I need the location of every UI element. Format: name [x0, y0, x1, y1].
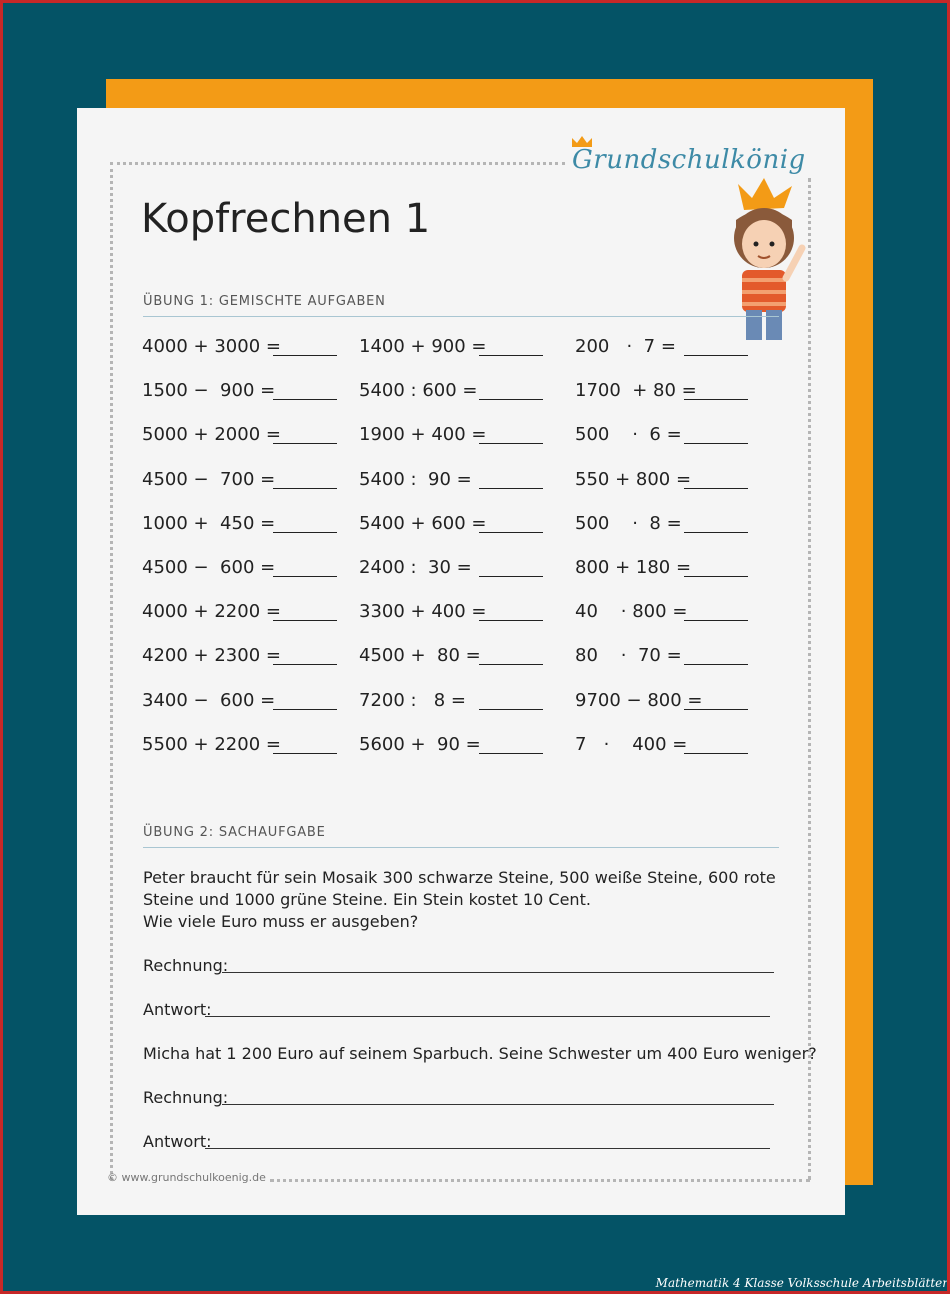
answer-blank-3-10[interactable]: [684, 753, 748, 754]
footer-url: © www.grundschulkoenig.de: [107, 1171, 266, 1184]
section1-rule: [143, 316, 779, 317]
answer-blank-3-5[interactable]: [684, 532, 748, 533]
exercise-3-2: 1700 + 80 =: [575, 380, 697, 402]
exercise-3-4: 550 + 800 =: [575, 468, 692, 490]
answer-blank-1-9[interactable]: [273, 709, 337, 710]
answer-blank-1-3[interactable]: [273, 443, 337, 444]
answer-blank-2-8[interactable]: [479, 664, 543, 665]
answer-blank-2-6[interactable]: [479, 576, 543, 577]
answer-blank-2-1[interactable]: [479, 355, 543, 356]
exercise-2-4: 5400 : 90 =: [359, 468, 472, 490]
problem2-text: Micha hat 1 200 Euro auf seinem Sparbuch. Seine Schwester um 400 Euro weniger?: [143, 1044, 817, 1063]
answer-blank-3-6[interactable]: [684, 576, 748, 577]
problem1-line2: Steine und 1000 grüne Steine. Ein Stein kostet 10 Cent.: [143, 890, 591, 909]
exercise-3-1: 200 · 7 =: [575, 336, 676, 357]
exercise-3-9: 9700 − 800 =: [575, 689, 703, 711]
dotted-border-bottom: [270, 1179, 810, 1182]
exercise-3-3: 500 · 6 =: [575, 424, 682, 446]
answer-blank-1-7[interactable]: [273, 620, 337, 621]
exercise-2-5: 5400 + 600 =: [359, 512, 487, 534]
antwort-answer-line-1[interactable]: [205, 1016, 770, 1017]
exercise-2-3: 1900 + 400 =: [359, 424, 487, 446]
page-title: Kopfrechnen 1: [141, 196, 431, 242]
section2-rule: [143, 847, 779, 848]
answer-blank-2-3[interactable]: [479, 443, 543, 444]
answer-blank-2-2[interactable]: [479, 399, 543, 400]
exercise-1-2: 1500 − 900 =: [142, 380, 276, 402]
problem1-line1: Peter braucht für sein Mosaik 300 schwarze Steine, 500 weiße Steine, 600 rote: [143, 868, 776, 887]
exercise-2-2: 5400 : 600 =: [359, 380, 478, 402]
exercise-2-8: 4500 + 80 =: [359, 645, 481, 667]
answer-blank-3-7[interactable]: [684, 620, 748, 621]
answer-blank-2-7[interactable]: [479, 620, 543, 621]
exercise-2-1: 1400 + 900 =: [359, 336, 487, 357]
exercise-3-5: 500 · 8 =: [575, 512, 682, 534]
rechnung-label-1: Rechnung:: [143, 956, 229, 975]
answer-blank-3-2[interactable]: [684, 399, 748, 400]
exercise-3-6: 800 + 180 =: [575, 557, 692, 578]
exercise-1-9: 3400 − 600 =: [142, 689, 276, 711]
antwort-label-2: Antwort:: [143, 1132, 212, 1151]
exercise-3-7: 40 · 800 =: [575, 601, 688, 623]
exercise-1-1: 4000 + 3000 =: [142, 336, 281, 357]
exercise-1-6: 4500 − 600 =: [142, 557, 276, 578]
section1-heading: ÜBUNG 1: GEMISCHTE AUFGABEN: [143, 294, 386, 309]
answer-blank-1-2[interactable]: [273, 399, 337, 400]
answer-blank-3-1[interactable]: [684, 355, 748, 356]
rechnung-answer-line-1[interactable]: [222, 972, 774, 973]
rechnung-label-2: Rechnung:: [143, 1088, 229, 1107]
answer-blank-1-1[interactable]: [273, 355, 337, 356]
answer-blank-1-6[interactable]: [273, 576, 337, 577]
exercise-1-7: 4000 + 2200 =: [142, 601, 281, 623]
exercise-2-6: 2400 : 30 =: [359, 557, 472, 578]
answer-blank-3-9[interactable]: [684, 709, 748, 710]
answer-blank-1-5[interactable]: [273, 532, 337, 533]
exercise-2-9: 7200 : 8 =: [359, 689, 467, 711]
answer-blank-3-8[interactable]: [684, 664, 748, 665]
exercise-3-8: 80 · 70 =: [575, 645, 682, 667]
rechnung-answer-line-2[interactable]: [222, 1104, 774, 1105]
exercise-1-8: 4200 + 2300 =: [142, 645, 281, 667]
dotted-border-top: [110, 162, 565, 165]
exercise-1-4: 4500 − 700 =: [142, 468, 276, 490]
section2-heading: ÜBUNG 2: SACHAUFGABE: [143, 825, 326, 840]
image-caption: Mathematik 4 Klasse Volksschule Arbeitsblätter: [655, 1276, 948, 1290]
exercise-2-7: 3300 + 400 =: [359, 601, 487, 623]
exercise-1-10: 5500 + 2200 =: [142, 733, 281, 755]
exercise-1-5: 1000 + 450 =: [142, 512, 276, 534]
antwort-answer-line-2[interactable]: [205, 1148, 770, 1149]
answer-blank-3-3[interactable]: [684, 443, 748, 444]
exercise-2-10: 5600 + 90 =: [359, 733, 481, 755]
exercise-3-10: 7 · 400 =: [575, 733, 688, 755]
problem1-line3: Wie viele Euro muss er ausgeben?: [143, 912, 419, 931]
answer-blank-1-8[interactable]: [273, 664, 337, 665]
answer-blank-1-4[interactable]: [273, 488, 337, 489]
exercise-1-3: 5000 + 2000 =: [142, 424, 281, 446]
answer-blank-2-9[interactable]: [479, 709, 543, 710]
answer-blank-2-10[interactable]: [479, 753, 543, 754]
boy-mascot-illustration: [722, 178, 814, 343]
brand-logo: Grundschulkönig: [572, 145, 806, 175]
answer-blank-2-4[interactable]: [479, 488, 543, 489]
answer-blank-2-5[interactable]: [479, 532, 543, 533]
answer-blank-1-10[interactable]: [273, 753, 337, 754]
dotted-border-left: [110, 162, 113, 1180]
antwort-label-1: Antwort:: [143, 1000, 212, 1019]
answer-blank-3-4[interactable]: [684, 488, 748, 489]
